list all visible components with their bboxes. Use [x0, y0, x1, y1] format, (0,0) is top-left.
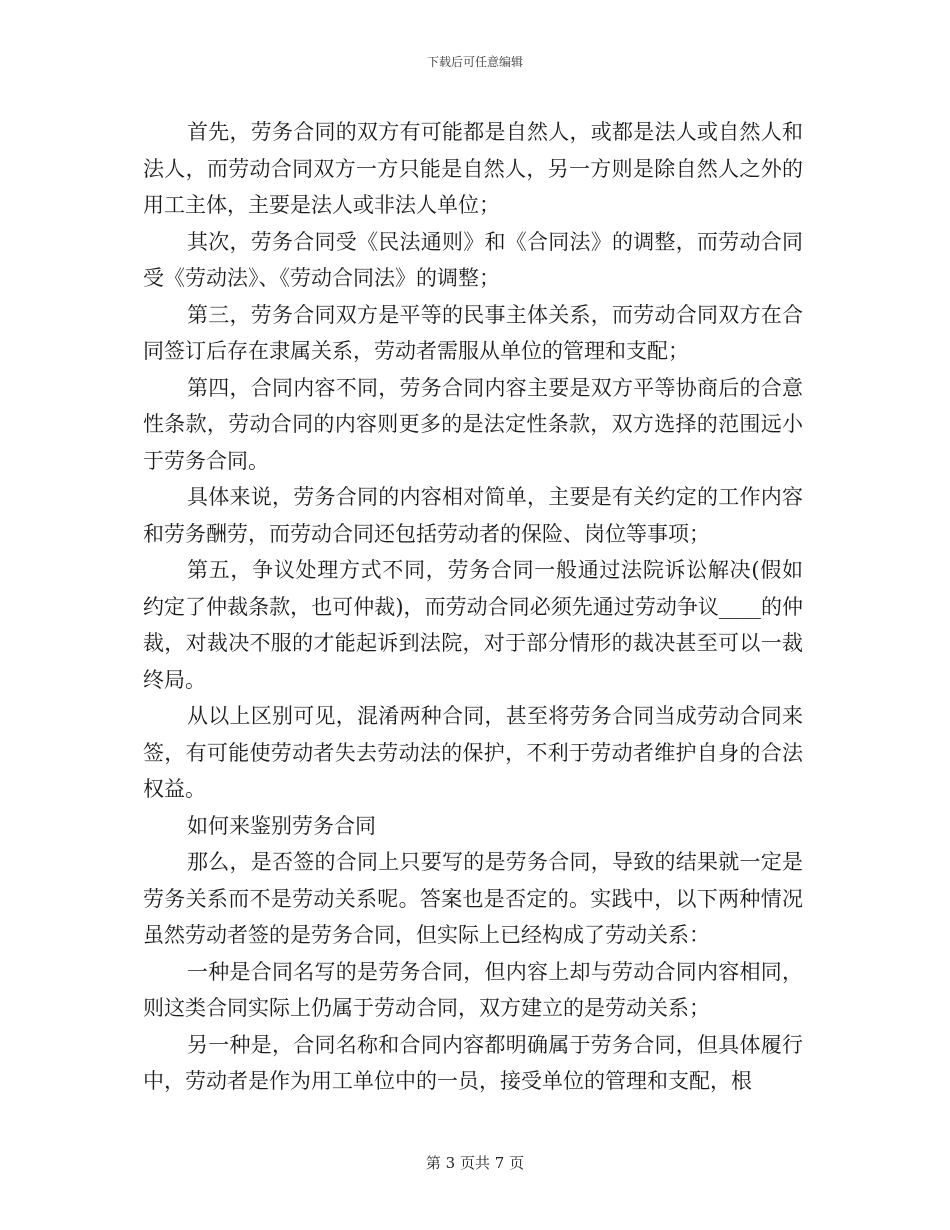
paragraph: 一种是合同名写的是劳务合同，但内容上却与劳动合同内容相同，则这类合同实际上仍属于劳动合同，双方建立的是劳动关系；	[143, 959, 803, 1020]
paragraph: 从以上区别可见，混淆两种合同，甚至将劳务合同当成劳动合同来签，有可能使劳动者失去劳动法的保护，不利于劳动者维护自身的合法权益。	[143, 704, 803, 801]
document-body	[143, 114, 803, 1100]
header-note: 下载后可任意编辑	[426, 55, 523, 69]
paragraph: 其次，劳务合同受《民法通则》和《合同法》的调整，而劳动合同受《劳动法》、《劳动合同法》的调整；	[143, 229, 803, 290]
paragraph: 第五，争议处理方式不同，劳务合同一般通过法院诉讼解决(假如约定了仲裁条款，也可仲裁)，而劳动合同必须先通过劳动争议____的仲裁，对裁决不服的才能起诉到法院，对于部分情形的裁决甚至可以一裁终局。	[143, 558, 803, 692]
page-header	[0, 53, 950, 70]
section-heading: 如何来鉴别劳务合同	[187, 813, 376, 838]
page-footer	[0, 1152, 950, 1173]
paragraph: 首先，劳务合同的双方有可能都是自然人，或都是法人或自然人和法人，而劳动合同双方一方只能是自然人，另一方则是除自然人之外的用工主体，主要是法人或非法人单位；	[143, 120, 803, 217]
paragraph: 第四，合同内容不同，劳务合同内容主要是双方平等协商后的合意性条款，劳动合同的内容则更多的是法定性条款，双方选择的范围远小于劳务合同。	[143, 375, 803, 473]
page-number: 第 3 页共 7 页	[425, 1154, 525, 1172]
paragraph: 具体来说，劳务合同的内容相对简单，主要是有关约定的工作内容和劳务酬劳，而劳动合同还包括劳动者的保险、岗位等事项；	[143, 485, 803, 546]
paragraph: 另一种是，合同名称和合同内容都明确属于劳务合同，但具体履行中，劳动者是作为用工单位中的一员，接受单位的管理和支配，根	[143, 1032, 803, 1093]
paragraph: 第三，劳务合同双方是平等的民事主体关系，而劳动合同双方在合同签订后存在隶属关系，劳动者需服从单位的管理和支配；	[143, 302, 803, 363]
paragraph: 那么，是否签的合同上只要写的是劳务合同，导致的结果就一定是劳务关系而不是劳动关系呢。答案也是否定的。实践中，以下两种情况虽然劳动者签的是劳务合同，但实际上已经构成了劳动关系：	[143, 850, 803, 947]
